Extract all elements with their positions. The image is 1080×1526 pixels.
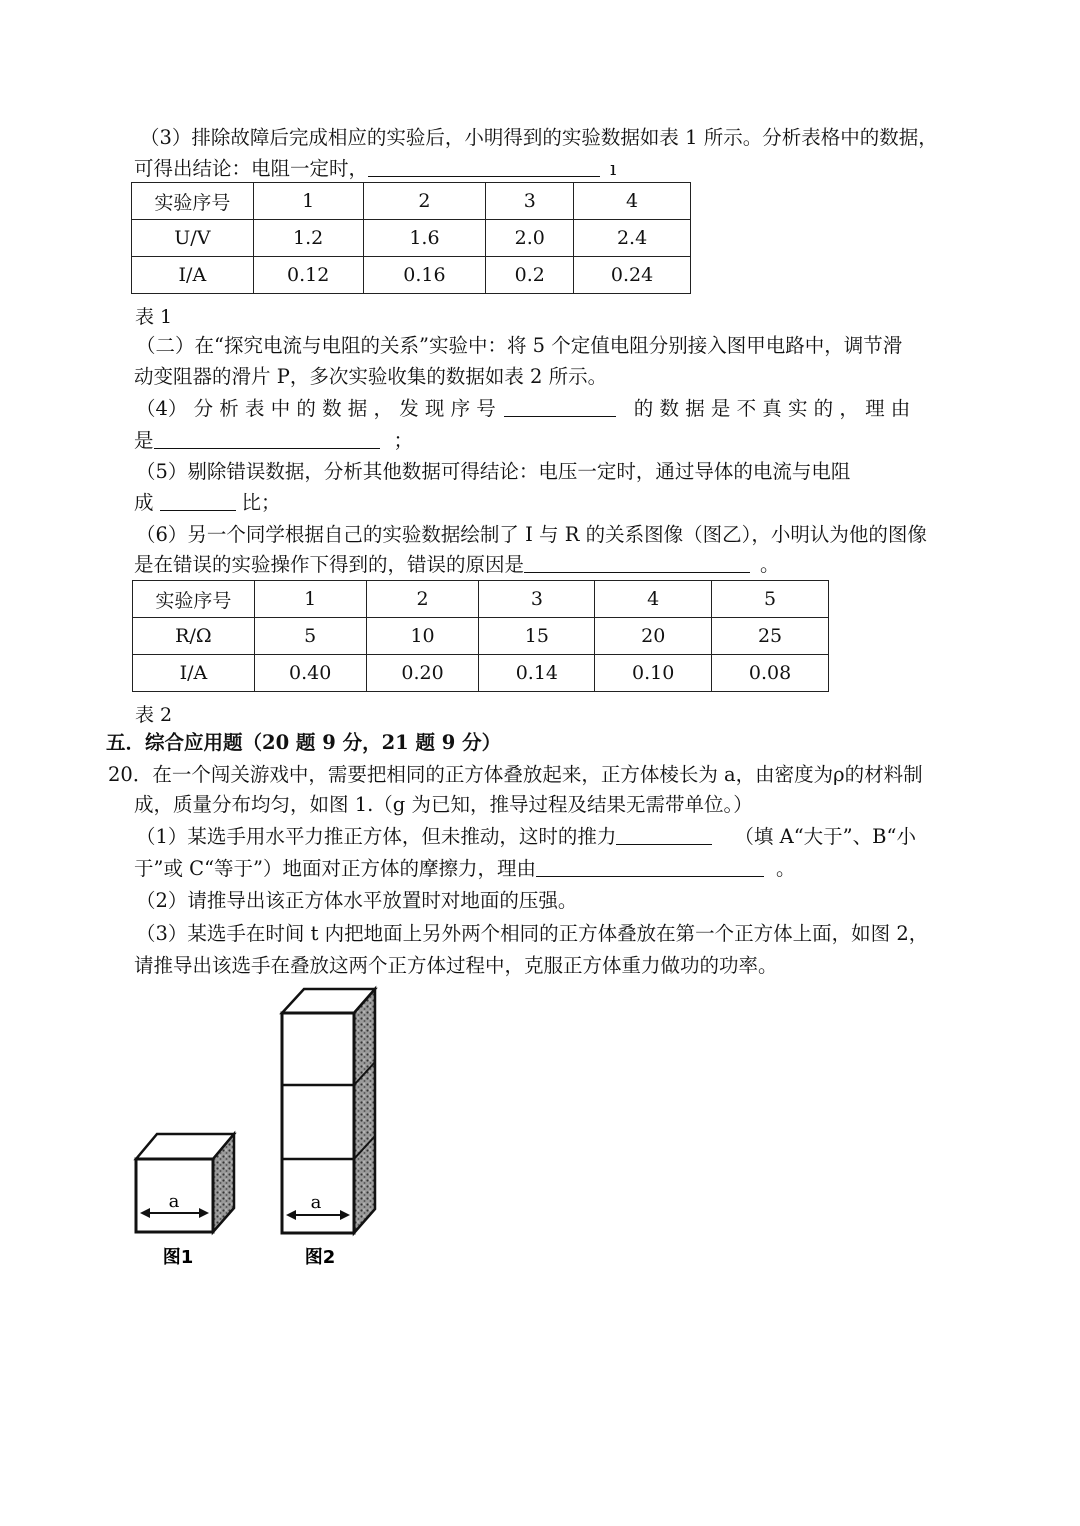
table-row: [133, 618, 829, 655]
table-cell: 5: [712, 581, 829, 618]
q6-line2-a: 是在错误的实验操作下得到的，错误的原因是: [134, 553, 525, 576]
table-cell: 1: [253, 183, 363, 220]
q4-line1-a: （4） 分 析 表 中 的 数 据 ， 发 现 序 号: [136, 397, 496, 420]
table-cell: U/V: [132, 220, 254, 257]
edge-label-a: a: [310, 1192, 322, 1213]
table-cell: R/Ω: [133, 618, 255, 655]
figure-2-caption: 图2: [304, 1247, 336, 1268]
table-cell: I/A: [133, 655, 255, 692]
q20-s1-line1: [136, 824, 916, 850]
section-5-title: 五．综合应用题（20 题 9 分，21 题 9 分）: [106, 731, 502, 754]
q20-s1-line1-b: （填 A“大于”、B“小: [734, 825, 916, 848]
q20-s1-line2-a: 于”或 C“等于”）地面对正方体的摩擦力，理由: [134, 857, 537, 880]
q5-line2-a: 成: [134, 491, 154, 514]
table-1-header-row: [132, 183, 691, 220]
table-cell: 3: [479, 581, 595, 618]
q5-line2-b: 比；: [241, 491, 281, 514]
q20-s3-line2: 请推导出该选手在叠放这两个正方体过程中，克服正方体重力做功的功率。: [134, 954, 778, 977]
q3-line2-end: ı: [610, 157, 617, 180]
edge-label-a: a: [168, 1191, 180, 1212]
table-cell: 1: [254, 581, 366, 618]
table-cell: 0.40: [254, 655, 366, 692]
part2-line2: 动变阻器的滑片 P，多次实验收集的数据如表 2 所示。: [134, 365, 608, 388]
q20-s2: （2）请推导出该正方体水平放置时对地面的压强。: [136, 889, 578, 912]
q4-line1: [136, 396, 910, 422]
figure-1-cube: [136, 1134, 234, 1232]
q3-line2-text: 可得出结论：电阻一定时，: [134, 157, 369, 180]
q4-line2: [134, 428, 413, 454]
q5-line1: （5）剔除错误数据，分析其他数据可得结论：电压一定时，通过导体的电流与电阻: [136, 460, 851, 483]
table-cell: 0.14: [479, 655, 595, 692]
table-2-caption: 表 2: [135, 704, 173, 726]
q4-line2-a: 是: [134, 429, 154, 452]
q6-line2-b: 。: [760, 553, 780, 576]
q20-line2: 成，质量分布均匀，如图 1.（g 为已知，推导过程及结果无需带单位。）: [134, 793, 753, 816]
answer-blank-q20-reason[interactable]: [536, 856, 764, 877]
q4-line2-b: ；: [393, 429, 414, 452]
answer-blank-q6[interactable]: [524, 552, 750, 573]
table-row: [132, 257, 691, 294]
table-cell: 4: [574, 183, 691, 220]
table-cell: 实验序号: [133, 581, 255, 618]
figure-2-cube-stack: [282, 989, 375, 1233]
q3-line1: （3）排除故障后完成相应的实验后，小明得到的实验数据如表 1 所示。分析表格中的数据，: [140, 126, 938, 149]
answer-blank-q5[interactable]: [160, 490, 236, 511]
q20-s1-line1-a: （1）某选手用水平力推正方体，但未推动，这时的推力: [136, 825, 617, 848]
table-cell: 1.2: [253, 220, 363, 257]
table-cell: 20: [595, 618, 712, 655]
table-cell: 0.20: [366, 655, 479, 692]
table-cell: 2.4: [574, 220, 691, 257]
table-cell: 15: [479, 618, 595, 655]
table-cell: I/A: [132, 257, 254, 294]
q6-line2: [134, 552, 780, 578]
table-cell: 0.2: [486, 257, 574, 294]
table-cell: 实验序号: [132, 183, 254, 220]
table-cell: 4: [595, 581, 712, 618]
table-row: [132, 220, 691, 257]
q3-line2: [134, 156, 616, 182]
table-cell: 25: [712, 618, 829, 655]
table-1-caption: 表 1: [135, 306, 173, 328]
table-cell: 2.0: [486, 220, 574, 257]
answer-blank-q3[interactable]: [368, 156, 600, 177]
answer-blank-q4-index[interactable]: [504, 396, 616, 417]
table-2: [132, 580, 829, 692]
table-cell: 0.12: [253, 257, 363, 294]
q20-s1-line2: [134, 856, 796, 882]
table-cell: 5: [254, 618, 366, 655]
table-cell: 0.08: [712, 655, 829, 692]
table-cell: 0.16: [363, 257, 486, 294]
table-cell: 0.24: [574, 257, 691, 294]
q4-line1-b: 的 数 据 是 不 真 实 的 ， 理 由: [633, 397, 911, 420]
q20-s3-line1: （3）某选手在时间 t 内把地面上另外两个相同的正方体叠放在第一个正方体上面，如图 2，: [136, 922, 929, 945]
figure-1-caption: 图1: [162, 1247, 194, 1268]
table-cell: 10: [366, 618, 479, 655]
q20-s1-line2-b: 。: [776, 857, 796, 880]
table-cell: 2: [363, 183, 486, 220]
table-2-header-row: [133, 581, 829, 618]
q5-line2: [134, 490, 281, 516]
q6-line1: （6）另一个同学根据自己的实验数据绘制了 I 与 R 的关系图像（图乙），小明认为他的图像: [136, 523, 927, 546]
table-cell: 1.6: [363, 220, 486, 257]
table-cell: 0.10: [595, 655, 712, 692]
q20-line1: 20．在一个闯关游戏中，需要把相同的正方体叠放起来，正方体棱长为 a，由密度为ρ的材料制: [108, 763, 923, 786]
cube-figures: [120, 975, 420, 1285]
answer-blank-q20-1[interactable]: [616, 824, 712, 845]
answer-blank-q4-reason[interactable]: [154, 428, 380, 449]
part2-line1: （二）在“探究电流与电阻的关系”实验中：将 5 个定值电阻分别接入图甲电路中，调节滑: [136, 334, 903, 357]
table-cell: 3: [486, 183, 574, 220]
table-cell: 2: [366, 581, 479, 618]
table-1: [131, 182, 691, 294]
table-row: [133, 655, 829, 692]
stack-side-face: [354, 989, 375, 1233]
